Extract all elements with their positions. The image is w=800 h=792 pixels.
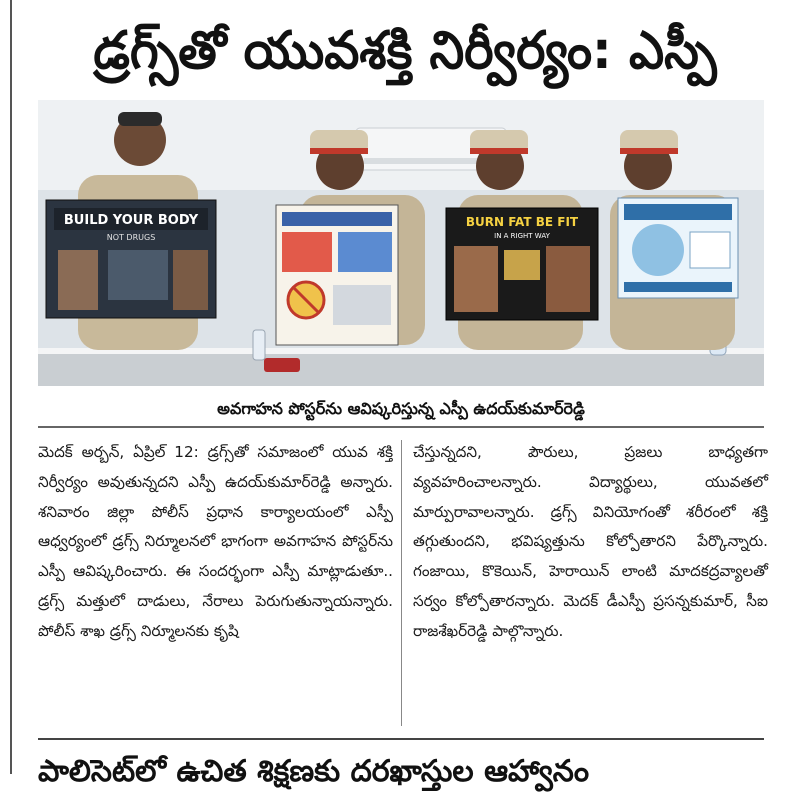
poster-1-subline: NOT DRUGS bbox=[106, 233, 156, 242]
news-photo bbox=[38, 100, 764, 386]
column-divider bbox=[401, 440, 402, 726]
poster-2 bbox=[276, 205, 398, 345]
article-bottom-rule bbox=[38, 738, 764, 740]
article-column-right bbox=[413, 438, 768, 647]
next-article-headline: పాలిసెట్‌లో ఉచిత శిక్షణకు దరఖాస్తుల ఆహ్వానం bbox=[38, 754, 590, 789]
poster-3-headline: BURN FAT BE FIT bbox=[465, 215, 579, 229]
poster-1-headline: BUILD YOUR BODY bbox=[63, 213, 199, 228]
poster-3-subline: IN A RIGHT WAY bbox=[494, 232, 550, 240]
poster-3 bbox=[446, 208, 598, 320]
article-paragraph-left: మెదక్ అర్బన్, ఏప్రిల్ 12: డ్రగ్స్‌తో సమాజంలో యువ శక్తి నిర్వీర్యం అవుతున్నదని ఎస్పీ ఉదయ్‌కుమార్‌రెడ్డి అన్నారు. శనివారం జిల్లా పోలీస్ ప్రధాన కార్యాలయంలో ఎస్పీ ఆధ్వర్యంలో డ్రగ్స్ నిర్మూలనలో భాగంగా అవగాహన పోస్టర్‌ను ఎస్పీ ఆవిష్కరించారు. ఈ సందర్భంగా ఎస్పీ మాట్లాడుతూ.. డ్రగ్స్ మత్తులో దాడులు, నేరాలు పెరుగుతున్నాయన్నారు. పోలీస్ శాఖ డ్రగ్స్ నిర్మూలనకు కృషి bbox=[38, 443, 393, 640]
article-paragraph-right: చేస్తున్నదని, పౌరులు, ప్రజలు బాధ్యతగా వ్యవహరించాలన్నారు. విద్యార్థులు, యువతలో మార్పురావాలన్నారు. డ్రగ్స్ వినియోగంతో శరీరంలో శక్తి తగ్గుతుందని, భవిష్యత్తును కోల్పోతారని పేర్కొన్నారు. గంజాయి, కొకెయిన్, హెరాయిన్ లాంటి మాదకద్రవ్యాలతో సర్వం కోల్పోతారన్నారు. మెదక్ డీఎస్పీ ప్రసన్నకుమార్, సీఐ రాజశేఖర్‌రెడ్డి పాల్గొన్నారు. bbox=[413, 443, 768, 640]
poster-4 bbox=[618, 198, 738, 298]
article-headline: డ్రగ్స్‌తో యువశక్తి నిర్వీర్యం: ఎస్పీ bbox=[93, 21, 717, 81]
photo-caption: అవగాహన పోస్టర్‌ను ఆవిష్కరిస్తున్న ఎస్పీ ఉదయ్‌కుమార్‌రెడ్డి bbox=[38, 392, 764, 428]
poster-1 bbox=[46, 200, 216, 318]
page-left-rule bbox=[10, 0, 12, 774]
article-column-left bbox=[38, 438, 393, 647]
